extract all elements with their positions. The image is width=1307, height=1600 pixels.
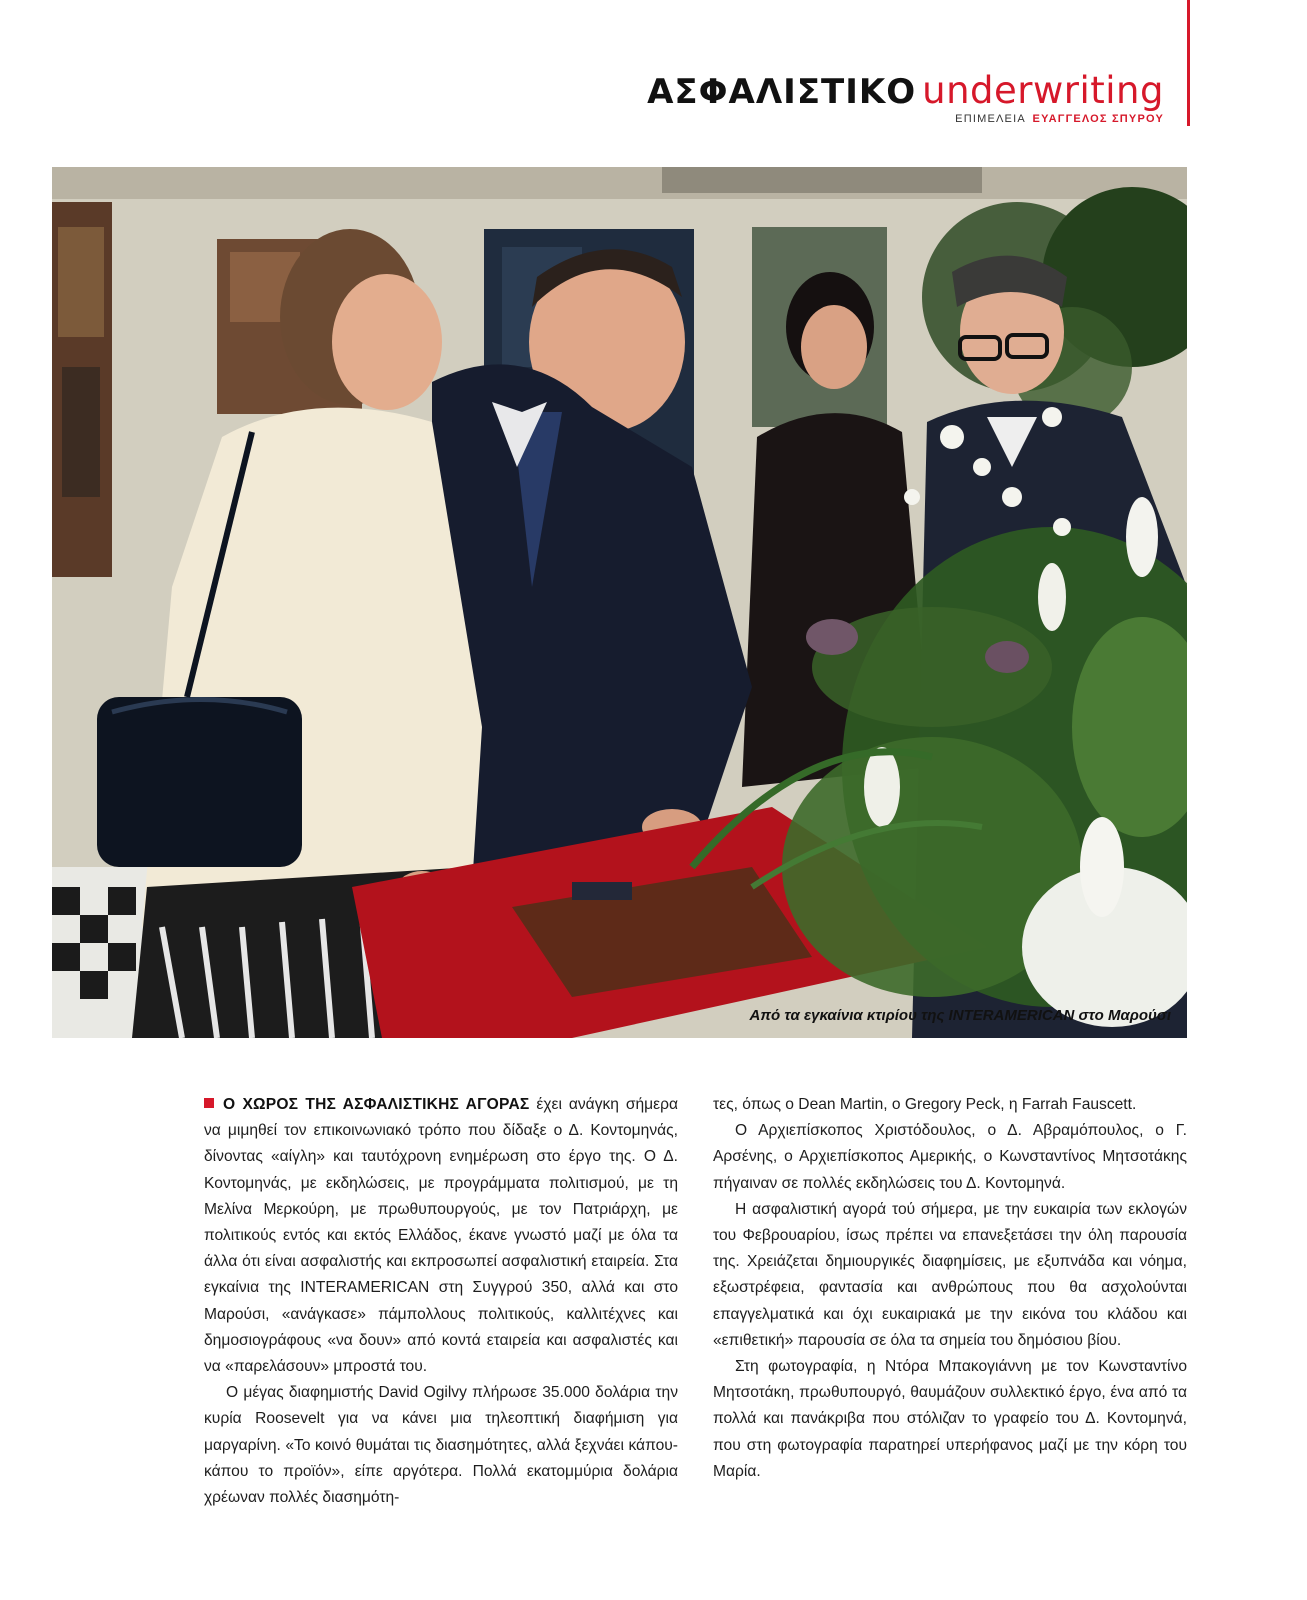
- editor-label: ΕΠΙΜΕΛΕΙΑ: [955, 113, 1026, 125]
- section-header: [647, 69, 1164, 125]
- editor-name: ΕΥΑΓΓΕΛΟΣ ΣΠΥΡΟΥ: [1032, 113, 1164, 125]
- article-column-left: [204, 1092, 678, 1511]
- event-photo-illustration: [52, 167, 1187, 1038]
- article-paragraph: [204, 1092, 678, 1380]
- lead-phrase: Ο ΧΩΡΟΣ ΤΗΣ ΑΣΦΑΛΙΣΤΙΚΗΣ ΑΓΟΡΑΣ: [223, 1096, 530, 1113]
- article-paragraph: Στη φωτογραφία, η Ντόρα Μπακογιάννη με τον Κωνσταντίνο Μητσοτάκη, πρωθυπουργό, θαυμάζουν συλλεκτικό έργο, ένα από τα πολλά και πανάκριβα που στόλιζαν το γραφείο του Δ. Κοντομηνά, που στη φωτογραφία παρατηρεί υπερήφανος μαζί με την κόρη του Μαρία.: [713, 1358, 1187, 1480]
- article-paragraph: Ο Αρχιεπίσκοπος Χριστόδουλος, ο Δ. Αβραμόπουλος, ο Γ. Αρσένης, ο Αρχιεπίσκοπος Αμερικής, ο Κωνσταντίνος Μητσοτάκης πήγαιναν σε πολλές εκδηλώσεις του Δ. Κοντομηνά.: [713, 1122, 1187, 1192]
- article-paragraph: Η ασφαλιστική αγορά τού σήμερα, με την ευκαιρία των εκλογών του Φεβρουαρίου, ίσως πρέπει να επανεξετάσει την όλη παρουσία της. Χρειάζεται δημιουργικές διαφημίσεις, με εξυπνάδα και νόημα, εξωστρέφεια, φαντασία και ανθρώπους που θα ασχολούνται επαγγελματικά και όχι ευκαιριακά με την εικόνα του κλάδου και «επιθετική» παρουσία σε όλα τα σημεία του δημόσιου βίου.: [713, 1200, 1187, 1349]
- editor-credit: [647, 113, 1164, 125]
- photo-caption: Από τα εγκαίνια κτιρίου της INTERAMERICAN στο Μαρούσι: [749, 1007, 1171, 1024]
- accent-rule: [1187, 0, 1190, 126]
- lead-square-icon: [204, 1098, 214, 1108]
- section-title-light: underwriting: [922, 69, 1164, 112]
- section-title: [647, 69, 1164, 112]
- section-title-bold: ΑΣΦΑΛΙΣΤΙΚΟ: [647, 72, 917, 112]
- paragraph-text: έχει ανάγκη σήμερα να μιμηθεί τον επικοινωνιακό τρόπο που δίδαξε ο Δ. Κοντομηνάς, δίνοντας «αίγλη» και ταυτόχρονη ενημέρωση στο έργο της. Ο Δ. Κοντομηνάς, με εκδηλώσεις, με προγράμματα πολιτισμού, με τη Μελίνα Μερκούρη, με πρωθυπουργούς, με τον Πατριάρχη, με πολιτικούς εντός και εκτός Ελλάδος, έκανε γνωστό μαζί με όλα τα άλλα ότι είναι ασφαλιστής και εκπροσωπεί ασφαλιστική εταιρεία. Στα εγκαίνια της INTERAMERICAN στη Συγγρού 350, αλλά και στο Μαρούσι, «ανάγκασε» πάμπολλους πολιτικούς, καλλιτέχνες και δημοσιογράφους «να δουν» από κοντά εταιρεία και ασφαλιστές και να «παρελάσουν» μπροστά του.: [204, 1096, 678, 1376]
- article-paragraph: τες, όπως ο Dean Martin, ο Gregory Peck, η Farrah Fauscett.: [713, 1096, 1137, 1113]
- event-photo: [52, 167, 1187, 1038]
- article-paragraph: Ο μέγας διαφημιστής David Ogilvy πλήρωσε 35.000 δολάρια την κυρία Roosevelt για να κάνει μια τηλεοπτική διαφήμιση για μαργαρίνη. «Το κοινό θυμάται τις διασημότητες, αλλά ξεχνάει κάπου-κάπου το προϊόν», είπε αργότερα. Πολλά εκατομμύρια δολάρια χρέωναν πολλές διασημότη-: [204, 1384, 678, 1507]
- article-column-right: [713, 1092, 1187, 1485]
